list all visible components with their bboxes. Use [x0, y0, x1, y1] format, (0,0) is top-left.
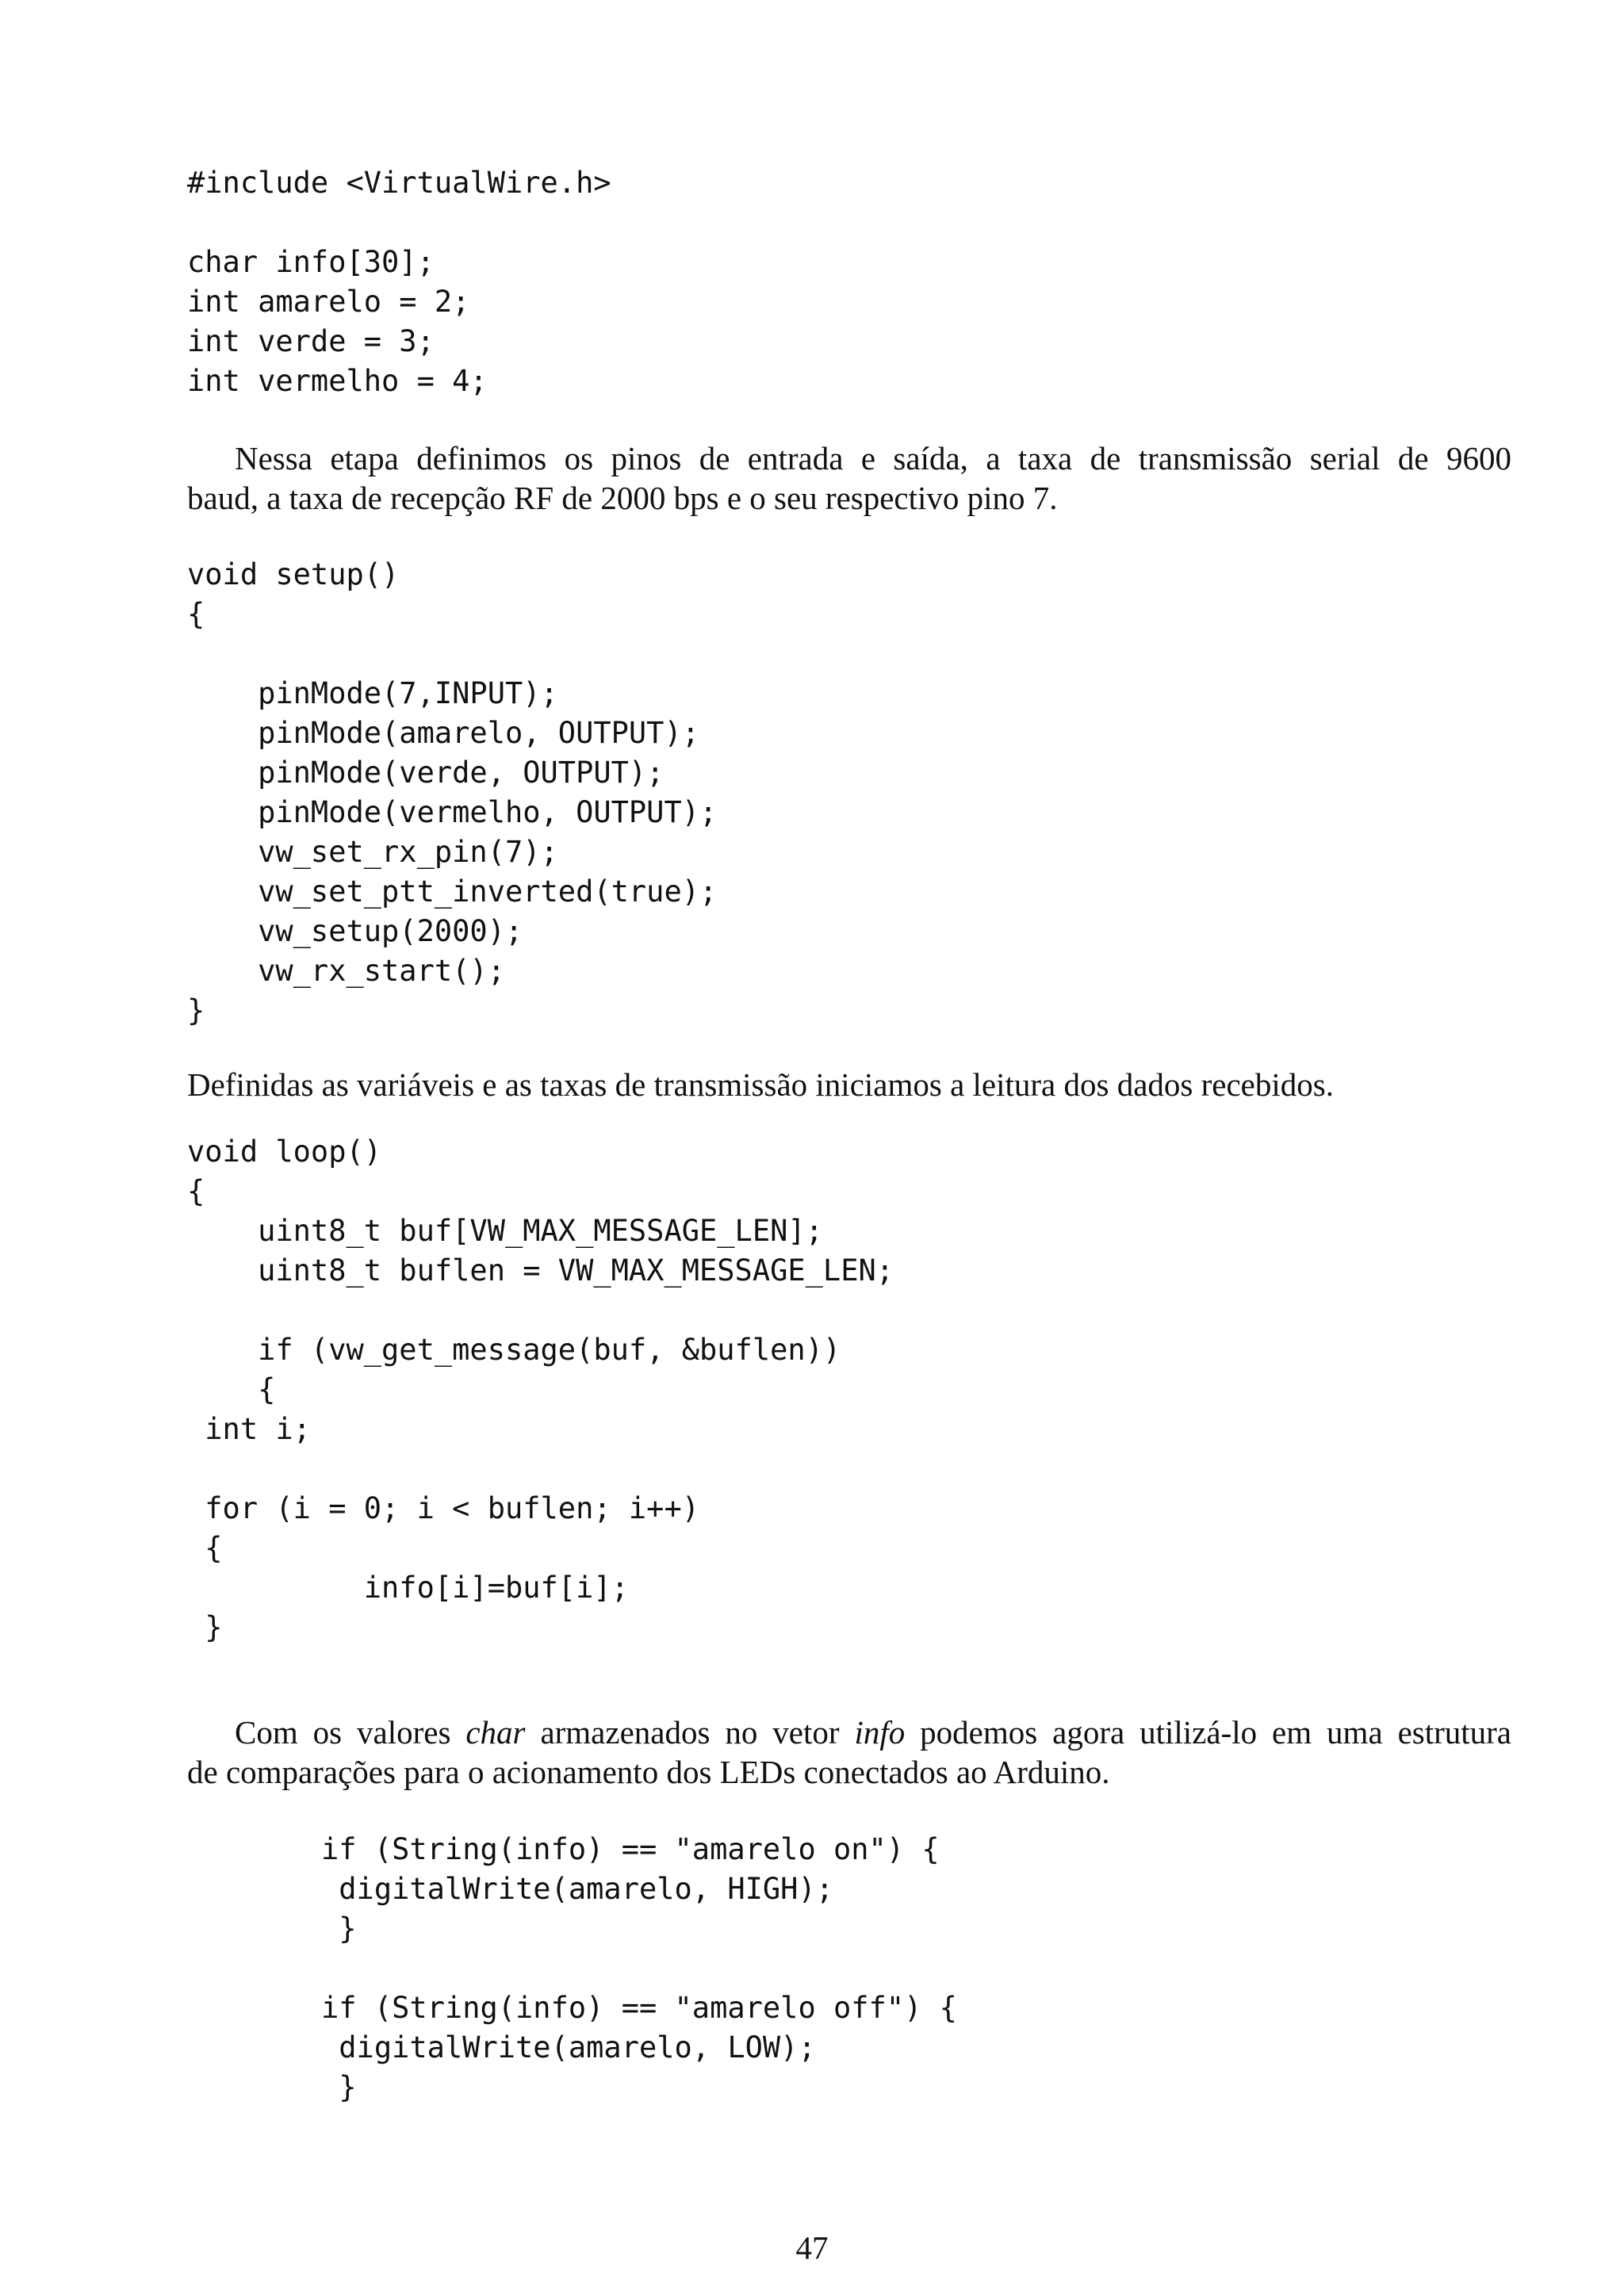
code-line: vw_set_ptt_inverted(true);	[187, 874, 718, 909]
code-line: uint8_t buflen = VW_MAX_MESSAGE_LEN;	[187, 1253, 894, 1288]
code-line: int i;	[187, 1412, 311, 1446]
code-line: char info[30];	[187, 245, 435, 279]
code-line: digitalWrite(amarelo, HIGH);	[321, 1872, 834, 1906]
code-block-comparisons	[321, 1830, 957, 2107]
paragraph-text: armazenados no vetor	[525, 1714, 855, 1751]
code-line: for (i = 0; i < buflen; i++)	[187, 1491, 700, 1525]
code-line: void loop()	[187, 1135, 382, 1169]
code-line: {	[187, 597, 205, 631]
paragraph-line: de comparações para o acionamento dos LEDs conectados ao Arduino.	[187, 1754, 1110, 1790]
code-line: pinMode(amarelo, OUTPUT);	[187, 716, 700, 750]
code-line: digitalWrite(amarelo, LOW);	[321, 2030, 816, 2064]
code-line: pinMode(7,INPUT);	[187, 676, 558, 710]
emphasis-info: info	[854, 1714, 906, 1751]
code-line: vw_rx_start();	[187, 954, 505, 988]
code-line: if (vw_get_message(buf, &buflen))	[187, 1333, 841, 1367]
code-line: int vermelho = 4;	[187, 364, 488, 398]
code-block-declarations	[187, 163, 611, 401]
code-line: pinMode(verde, OUTPUT);	[187, 756, 665, 790]
paragraph-line: Nessa etapa definimos os pinos de entrada e saída, a taxa de transmissão serial de 9600	[235, 440, 1511, 476]
paragraph-comparison-intro	[187, 1712, 1511, 1792]
code-block-loop	[187, 1132, 894, 1647]
code-line: pinMode(vermelho, OUTPUT);	[187, 795, 718, 829]
paragraph-text: Com os valores	[235, 1714, 466, 1751]
code-line: if (String(info) == "amarelo on") {	[321, 1832, 940, 1866]
code-line: int amarelo = 2;	[187, 285, 470, 319]
paragraph-text: podemos agora utilizá-lo em uma estrutura	[905, 1714, 1512, 1751]
paragraph-line: baud, a taxa de recepção RF de 2000 bps e o seu respectivo pino 7.	[187, 480, 1058, 516]
code-line: uint8_t buf[VW_MAX_MESSAGE_LEN];	[187, 1214, 823, 1248]
paragraph-loop-intro	[187, 1065, 1511, 1104]
emphasis-char: char	[465, 1714, 526, 1751]
code-line: int verde = 3;	[187, 324, 435, 358]
code-line: vw_setup(2000);	[187, 914, 523, 948]
code-line: }	[321, 2070, 357, 2104]
code-line: }	[321, 1911, 357, 1946]
code-line: #include <VirtualWire.h>	[187, 166, 611, 200]
code-line: {	[187, 1372, 276, 1406]
code-line: {	[187, 1531, 223, 1565]
code-line: }	[187, 993, 205, 1027]
code-line: {	[187, 1174, 205, 1208]
code-line: info[i]=buf[i];	[187, 1571, 629, 1605]
page-number: 47	[795, 2229, 829, 2266]
code-line: void setup()	[187, 557, 400, 591]
code-block-setup	[187, 555, 717, 1031]
paragraph-setup-description	[187, 438, 1511, 518]
code-line: if (String(info) == "amarelo off") {	[321, 1991, 957, 2025]
code-line: vw_set_rx_pin(7);	[187, 835, 558, 869]
paragraph-line: Definidas as variáveis e as taxas de transmissão iniciamos a leitura dos dados recebidos.	[187, 1066, 1334, 1103]
code-line: }	[187, 1610, 223, 1644]
